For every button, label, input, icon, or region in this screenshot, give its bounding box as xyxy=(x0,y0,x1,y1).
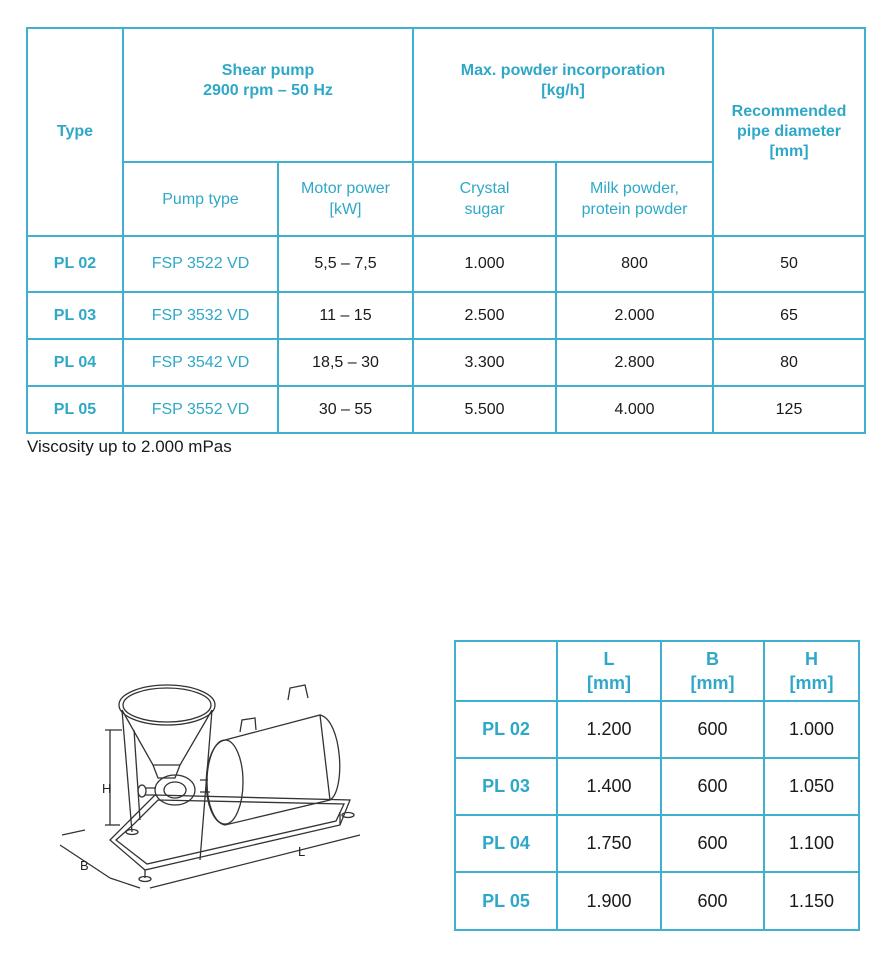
header-empty xyxy=(455,641,557,701)
cell-h: 1.000 xyxy=(764,701,859,758)
header-motor-power xyxy=(278,162,413,236)
cell-pipe-diameter: 50 xyxy=(713,236,865,292)
cell-l: 1.900 xyxy=(557,872,661,930)
cell-crystal-sugar: 3.300 xyxy=(413,339,556,386)
header-l-unit: [mm] xyxy=(587,673,631,693)
cell-crystal-sugar: 1.000 xyxy=(413,236,556,292)
cell-b: 600 xyxy=(661,758,764,815)
cell-b: 600 xyxy=(661,872,764,930)
cell-crystal-sugar: 2.500 xyxy=(413,292,556,339)
table-row xyxy=(27,236,865,292)
cell-pipe-diameter: 80 xyxy=(713,339,865,386)
header-crystal-line1: Crystal xyxy=(459,180,510,197)
dimension-label-b: B xyxy=(80,858,89,873)
header-shear-pump-line1: Shear pump xyxy=(221,62,315,79)
cell-motor-power: 30 – 55 xyxy=(278,386,413,433)
header-milk-line2: protein powder xyxy=(581,201,688,218)
viscosity-note: Viscosity up to 2.000 mPas xyxy=(27,437,232,456)
cell-l: 1.200 xyxy=(557,701,661,758)
cell-h: 1.150 xyxy=(764,872,859,930)
dimension-label-h: H xyxy=(102,781,112,796)
header-pipe-line3: [mm] xyxy=(769,143,809,160)
cell-type: PL 04 xyxy=(27,339,123,386)
cell-type: PL 02 xyxy=(455,701,557,758)
cell-motor-power: 11 – 15 xyxy=(278,292,413,339)
pump-spec-table xyxy=(26,27,866,434)
header-h-label: H xyxy=(805,649,818,669)
cell-type: PL 02 xyxy=(27,236,123,292)
header-pipe-line2: pipe diameter xyxy=(737,123,842,140)
cell-h: 1.100 xyxy=(764,815,859,872)
dimension-label-l: L xyxy=(298,844,306,859)
cell-l: 1.750 xyxy=(557,815,661,872)
header-pipe-diameter xyxy=(713,28,865,236)
header-h xyxy=(764,641,859,701)
cell-milk-powder: 4.000 xyxy=(556,386,713,433)
cell-b: 600 xyxy=(661,815,764,872)
header-milk-powder xyxy=(556,162,713,236)
header-shear-pump-line2: 2900 rpm – 50 Hz xyxy=(203,82,333,99)
cell-pump-type: FSP 3542 VD xyxy=(123,339,278,386)
cell-type: PL 05 xyxy=(27,386,123,433)
header-crystal-line2: sugar xyxy=(464,201,505,218)
header-pipe-line1: Recommended xyxy=(731,103,847,120)
cell-pump-type: FSP 3532 VD xyxy=(123,292,278,339)
cell-pump-type: FSP 3522 VD xyxy=(123,236,278,292)
cell-h: 1.050 xyxy=(764,758,859,815)
cell-milk-powder: 2.800 xyxy=(556,339,713,386)
cell-crystal-sugar: 5.500 xyxy=(413,386,556,433)
header-l xyxy=(557,641,661,701)
cell-milk-powder: 800 xyxy=(556,236,713,292)
table-row xyxy=(455,815,859,872)
table-row xyxy=(27,386,865,433)
table-row xyxy=(27,339,865,386)
header-l-label: L xyxy=(603,649,615,669)
header-h-unit: [mm] xyxy=(789,673,834,693)
cell-pump-type: FSP 3552 VD xyxy=(123,386,278,433)
cell-type: PL 04 xyxy=(455,815,557,872)
header-b-unit: [mm] xyxy=(690,673,735,693)
cell-type: PL 03 xyxy=(27,292,123,339)
header-motor-power-line1: Motor power xyxy=(301,180,390,197)
header-b xyxy=(661,641,764,701)
header-b-label: B xyxy=(706,649,719,669)
header-max-powder-line1: Max. powder incorporation xyxy=(460,62,666,79)
dimensions-table xyxy=(454,640,860,931)
header-pump-type: Pump type xyxy=(123,162,278,236)
header-shear-pump xyxy=(123,28,413,162)
cell-type: PL 03 xyxy=(455,758,557,815)
cell-pipe-diameter: 125 xyxy=(713,386,865,433)
table-row xyxy=(455,872,859,930)
header-milk-line1: Milk powder, xyxy=(590,180,679,197)
header-crystal-sugar xyxy=(413,162,556,236)
pump-unit-drawing xyxy=(50,660,380,900)
table-row xyxy=(455,758,859,815)
cell-type: PL 05 xyxy=(455,872,557,930)
cell-motor-power: 5,5 – 7,5 xyxy=(278,236,413,292)
table-row xyxy=(455,701,859,758)
header-motor-power-line2: [kW] xyxy=(329,201,362,218)
header-max-powder-line2: [kg/h] xyxy=(541,82,585,99)
cell-pipe-diameter: 65 xyxy=(713,292,865,339)
cell-motor-power: 18,5 – 30 xyxy=(278,339,413,386)
cell-l: 1.400 xyxy=(557,758,661,815)
cell-b: 600 xyxy=(661,701,764,758)
table-row xyxy=(27,292,865,339)
cell-milk-powder: 2.000 xyxy=(556,292,713,339)
header-max-powder xyxy=(413,28,713,162)
header-type: Type xyxy=(27,28,123,236)
